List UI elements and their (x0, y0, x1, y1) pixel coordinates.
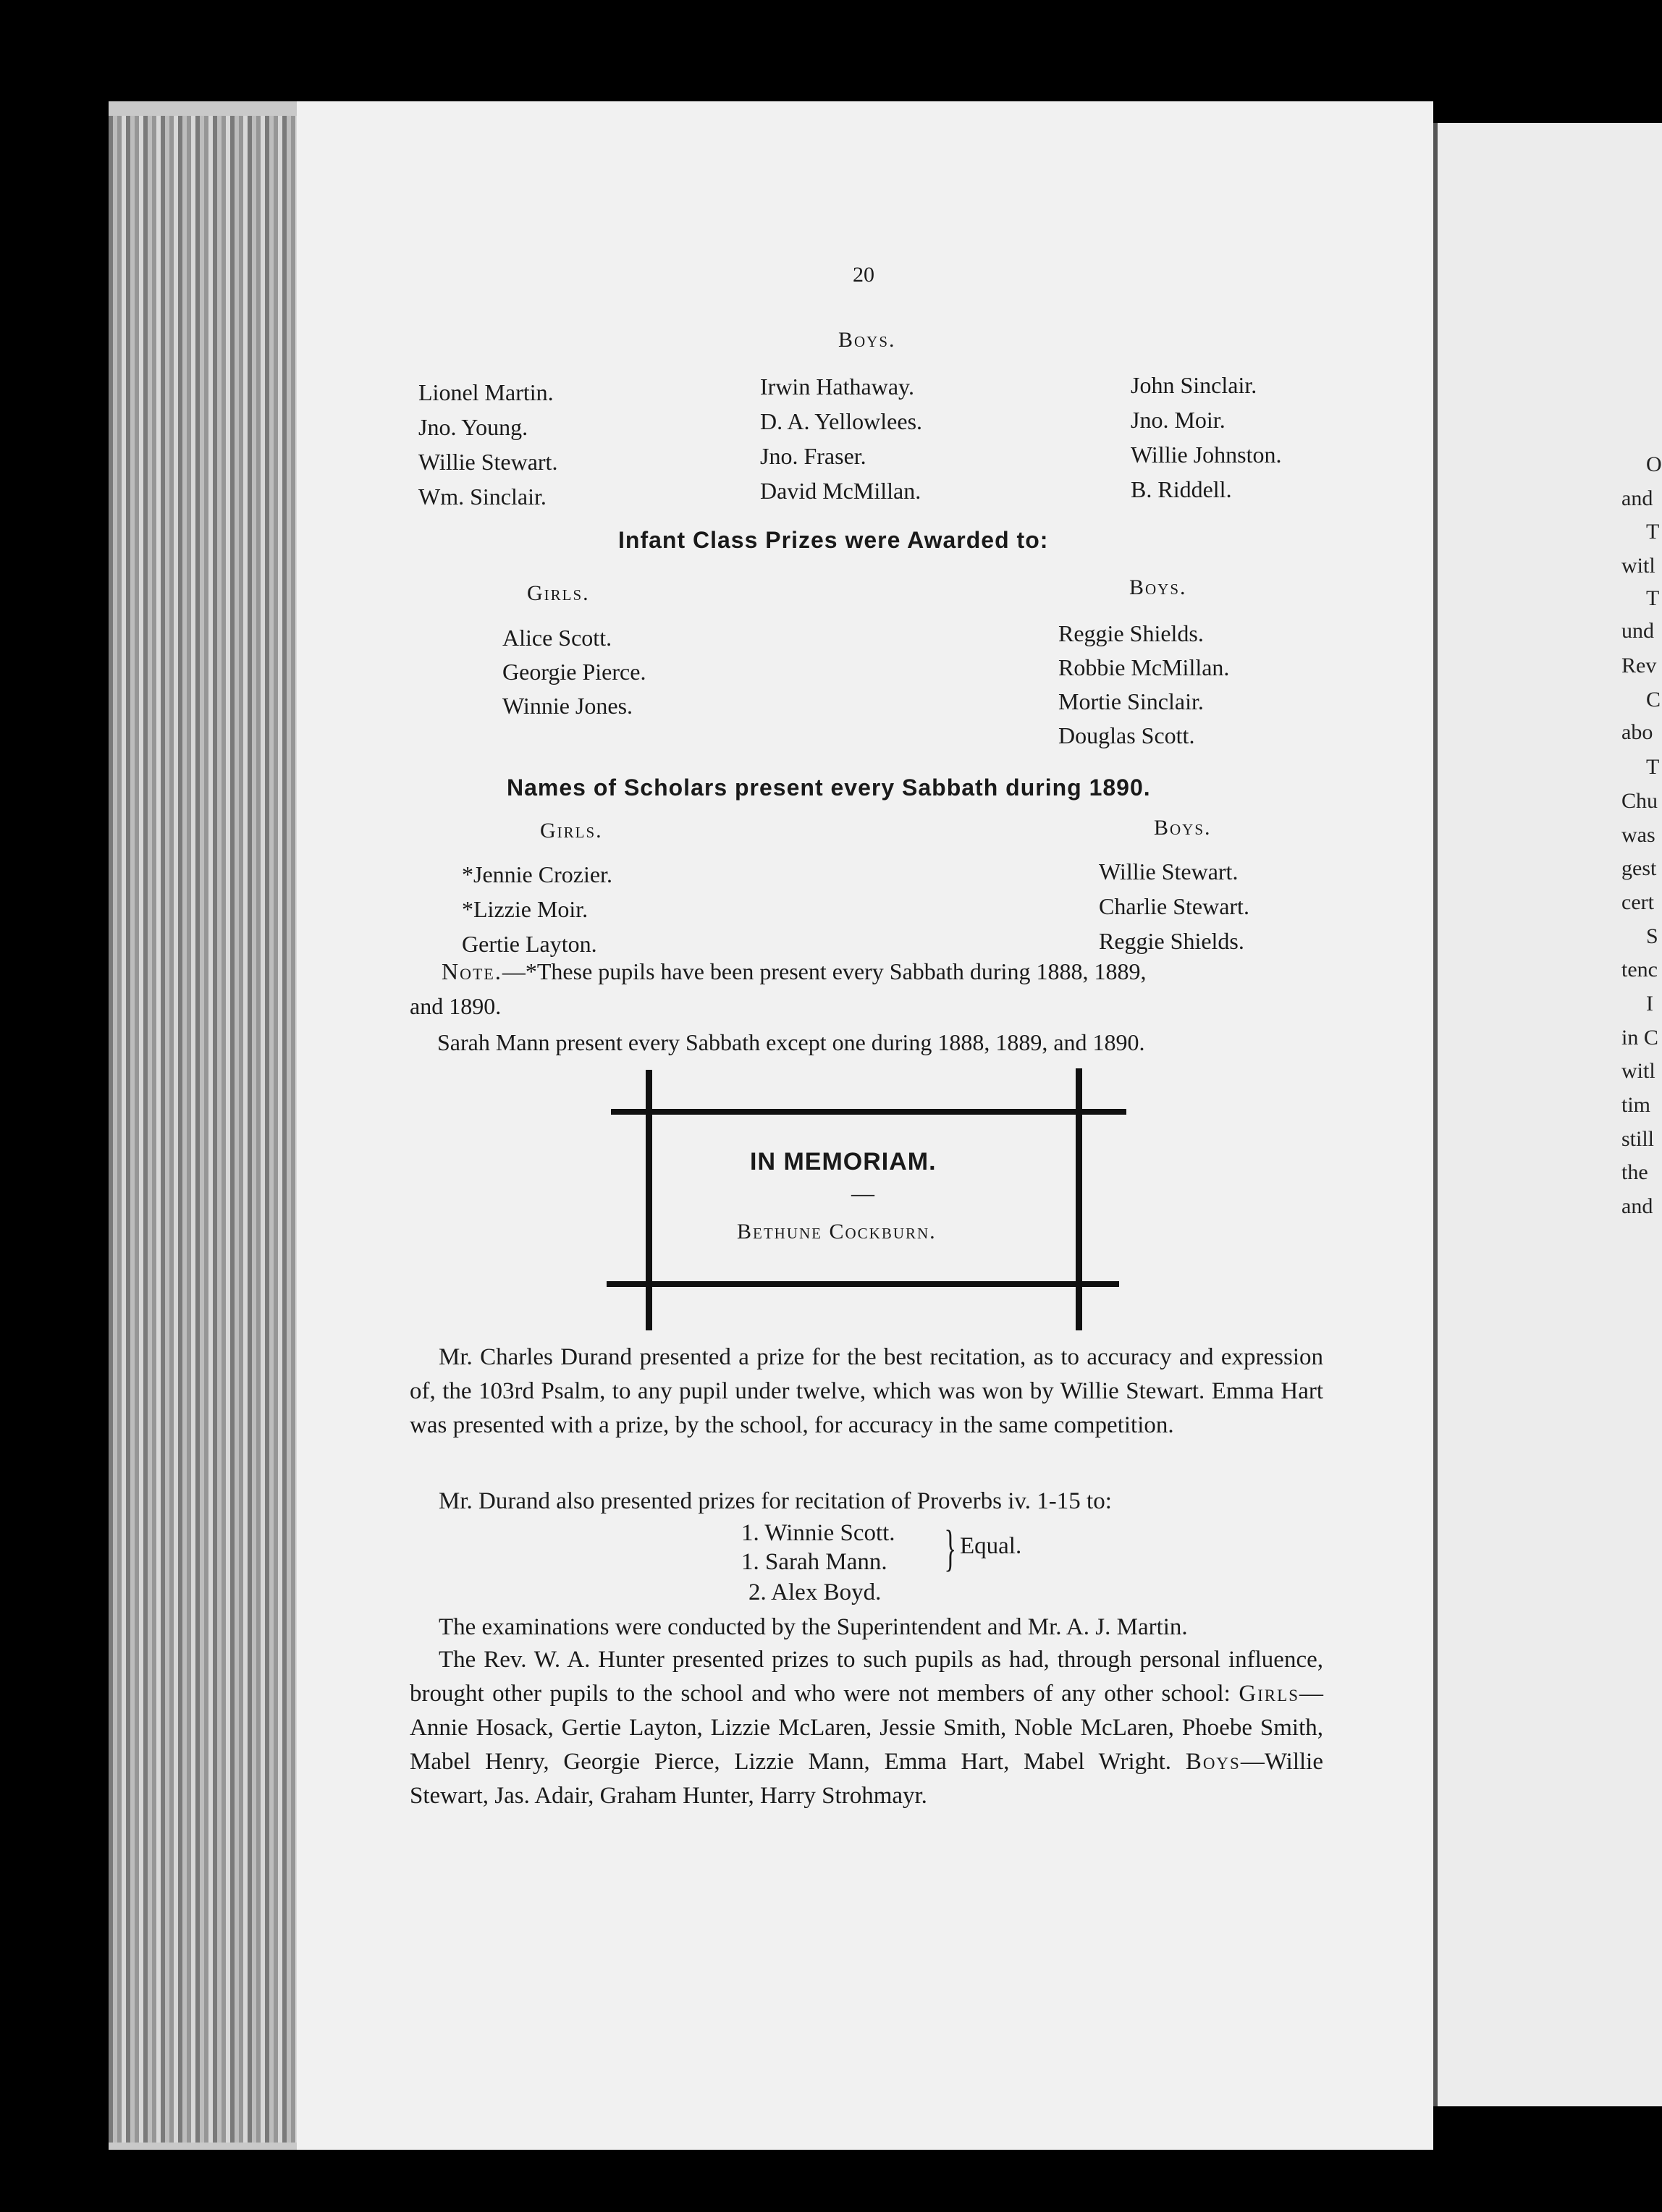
boys-col1-name: Wm. Sinclair. (418, 484, 547, 510)
sabbath-girl-name: *Jennie Crozier. (462, 861, 612, 887)
facing-page-fragment: S (1646, 924, 1658, 948)
infant-boy-name: Reggie Shields. (1058, 620, 1204, 646)
facing-page-fragment: C (1646, 688, 1661, 712)
facing-page-fragment: Chu (1621, 789, 1658, 813)
boys-section-header: Boys. (838, 328, 896, 352)
boys-col3-name: Willie Johnston. (1131, 442, 1282, 468)
hunter-paragraph (410, 1643, 1323, 1813)
sabbath-boys-label: Boys. (1154, 816, 1212, 840)
infant-boy-name: Mortie Sinclair. (1058, 688, 1204, 714)
facing-page-fragment: cert (1621, 890, 1654, 914)
facing-page-fragment: and (1621, 486, 1653, 510)
boys-col2-name: Jno. Fraser. (760, 443, 866, 469)
frame-top-bar (611, 1109, 1126, 1115)
boys-col3-name: Jno. Moir. (1131, 407, 1226, 433)
prize-item: 1. Sarah Mann. (741, 1549, 887, 1575)
infant-class-heading: Infant Class Prizes were Awarded to: (618, 527, 1049, 553)
facing-page-fragment: I (1646, 992, 1653, 1016)
boys-column-2 (760, 369, 922, 508)
sabbath-girl-name: Gertie Layton. (462, 931, 597, 957)
sabbath-boy-name: Reggie Shields. (1099, 928, 1244, 954)
boys-column-1 (418, 375, 557, 514)
facing-page-fragment: T (1646, 520, 1660, 544)
proverbs-paragraph: Mr. Durand also presented prizes for recitation of Proverbs iv. 1-15 to: (439, 1488, 1112, 1514)
facing-page-fragment: T (1646, 755, 1660, 779)
facing-page-fragment: Rev (1621, 654, 1657, 677)
sabbath-note (442, 957, 1146, 986)
boys-col1-name: Willie Stewart. (418, 449, 558, 475)
sabbath-heading: Names of Scholars present every Sabbath during 1890. (507, 774, 1151, 801)
note-text: —*These pupils have been present every Sabbath during 1888, 1889, (502, 958, 1147, 984)
infant-boys-list (1058, 617, 1229, 753)
facing-page-fragment: tim (1621, 1093, 1651, 1117)
recitation-paragraph: Mr. Charles Durand presented a prize for the best recitation, as to accuracy and expression of, the 103rd Psalm, to any pupil under twelve, which was won by Willie Stewart. Emma Hart was presented with a prize, by the school, for accuracy in the same competition. (410, 1344, 1323, 1438)
boys-col2-name: D. A. Yellowlees. (760, 408, 923, 434)
facing-page-fragment: gest (1621, 856, 1657, 880)
facing-page-fragment: O (1646, 452, 1662, 476)
boys-col2-name: David McMillan. (760, 478, 921, 504)
infant-girl-name: Winnie Jones. (502, 693, 633, 719)
frame-bottom-bar (607, 1281, 1119, 1287)
sabbath-note-continued: and 1890. (410, 993, 502, 1019)
infant-girl-name: Georgie Pierce. (502, 659, 646, 685)
sabbath-boy-name: Willie Stewart. (1099, 858, 1239, 885)
sabbath-boys-list (1099, 854, 1249, 958)
memoriam-name: Bethune Cockburn. (737, 1220, 937, 1244)
examinations-paragraph: The examinations were conducted by the Superintendent and Mr. A. J. Martin. (439, 1614, 1188, 1640)
facing-page-fragment: the (1621, 1160, 1648, 1184)
facing-page-fragment: still (1621, 1127, 1655, 1151)
sarah-mann-note: Sarah Mann present every Sabbath except one during 1888, 1889, and 1890. (437, 1029, 1145, 1055)
facing-page-fragment: tenc (1621, 958, 1658, 982)
memoriam-dash: — (851, 1180, 874, 1206)
facing-page-fragment: T (1646, 586, 1660, 610)
frame-right-bar (1076, 1068, 1082, 1330)
sabbath-girl-name: *Lizzie Moir. (462, 896, 589, 922)
infant-boy-name: Robbie McMillan. (1058, 654, 1230, 680)
hunter-intro: The Rev. W. A. Hunter presented prizes to such pupils as had, through personal influence, brought other pupils to the school and who were not members of any other school: (410, 1647, 1323, 1707)
sabbath-girls-list (462, 857, 612, 961)
facing-page-fragment: in C (1621, 1026, 1658, 1050)
boys-col1-name: Lionel Martin. (418, 379, 554, 405)
infant-girls-label: Girls. (527, 581, 590, 605)
infant-girl-name: Alice Scott. (502, 625, 612, 651)
facing-page-fragment: and (1621, 1194, 1653, 1218)
facing-page-fragment: was (1621, 823, 1655, 847)
infant-boy-name: Douglas Scott. (1058, 722, 1195, 748)
infant-girls-list (502, 621, 646, 723)
prize-item: 2. Alex Boyd. (748, 1579, 882, 1605)
page-number: 20 (853, 263, 874, 287)
sabbath-boy-name: Charlie Stewart. (1099, 893, 1249, 919)
page-edges (109, 116, 297, 2143)
prize-list (741, 1519, 895, 1576)
facing-page-fragment: abo (1621, 720, 1653, 744)
equal-label: Equal. (960, 1533, 1022, 1559)
boys-col2-name: Irwin Hathaway. (760, 373, 914, 400)
boys-col1-name: Jno. Young. (418, 414, 528, 440)
facing-page-fragment: und (1621, 619, 1654, 643)
facing-page-fragment: witl (1621, 554, 1655, 578)
note-label: Note. (442, 958, 502, 984)
boys-names: —Willie Stewart, Jas. Adair, Graham Hunter, Harry Strohmayr. (410, 1749, 1323, 1809)
boys-label: Boys (1185, 1749, 1241, 1775)
boys-col3-name: B. Riddell. (1131, 476, 1232, 502)
girls-label: Girls (1239, 1681, 1299, 1707)
boys-col3-name: John Sinclair. (1131, 372, 1257, 398)
facing-page-fragment: witl (1621, 1059, 1655, 1083)
memoriam-title: IN MEMORIAM. (750, 1148, 937, 1175)
girls-names: —Annie Hosack, Gertie Layton, Lizzie McLaren, Jessie Smith, Noble McLaren, Phoebe Smith, Mabel Henry, Georgie Pierce, Lizzie Mann, Emma Hart, Mabel Wright. (410, 1681, 1323, 1775)
sabbath-girls-label: Girls. (540, 819, 603, 843)
prize-item: 1. Winnie Scott. (741, 1520, 895, 1546)
brace: } (944, 1521, 957, 1576)
infant-boys-label: Boys. (1129, 575, 1187, 599)
boys-column-3 (1131, 368, 1281, 507)
